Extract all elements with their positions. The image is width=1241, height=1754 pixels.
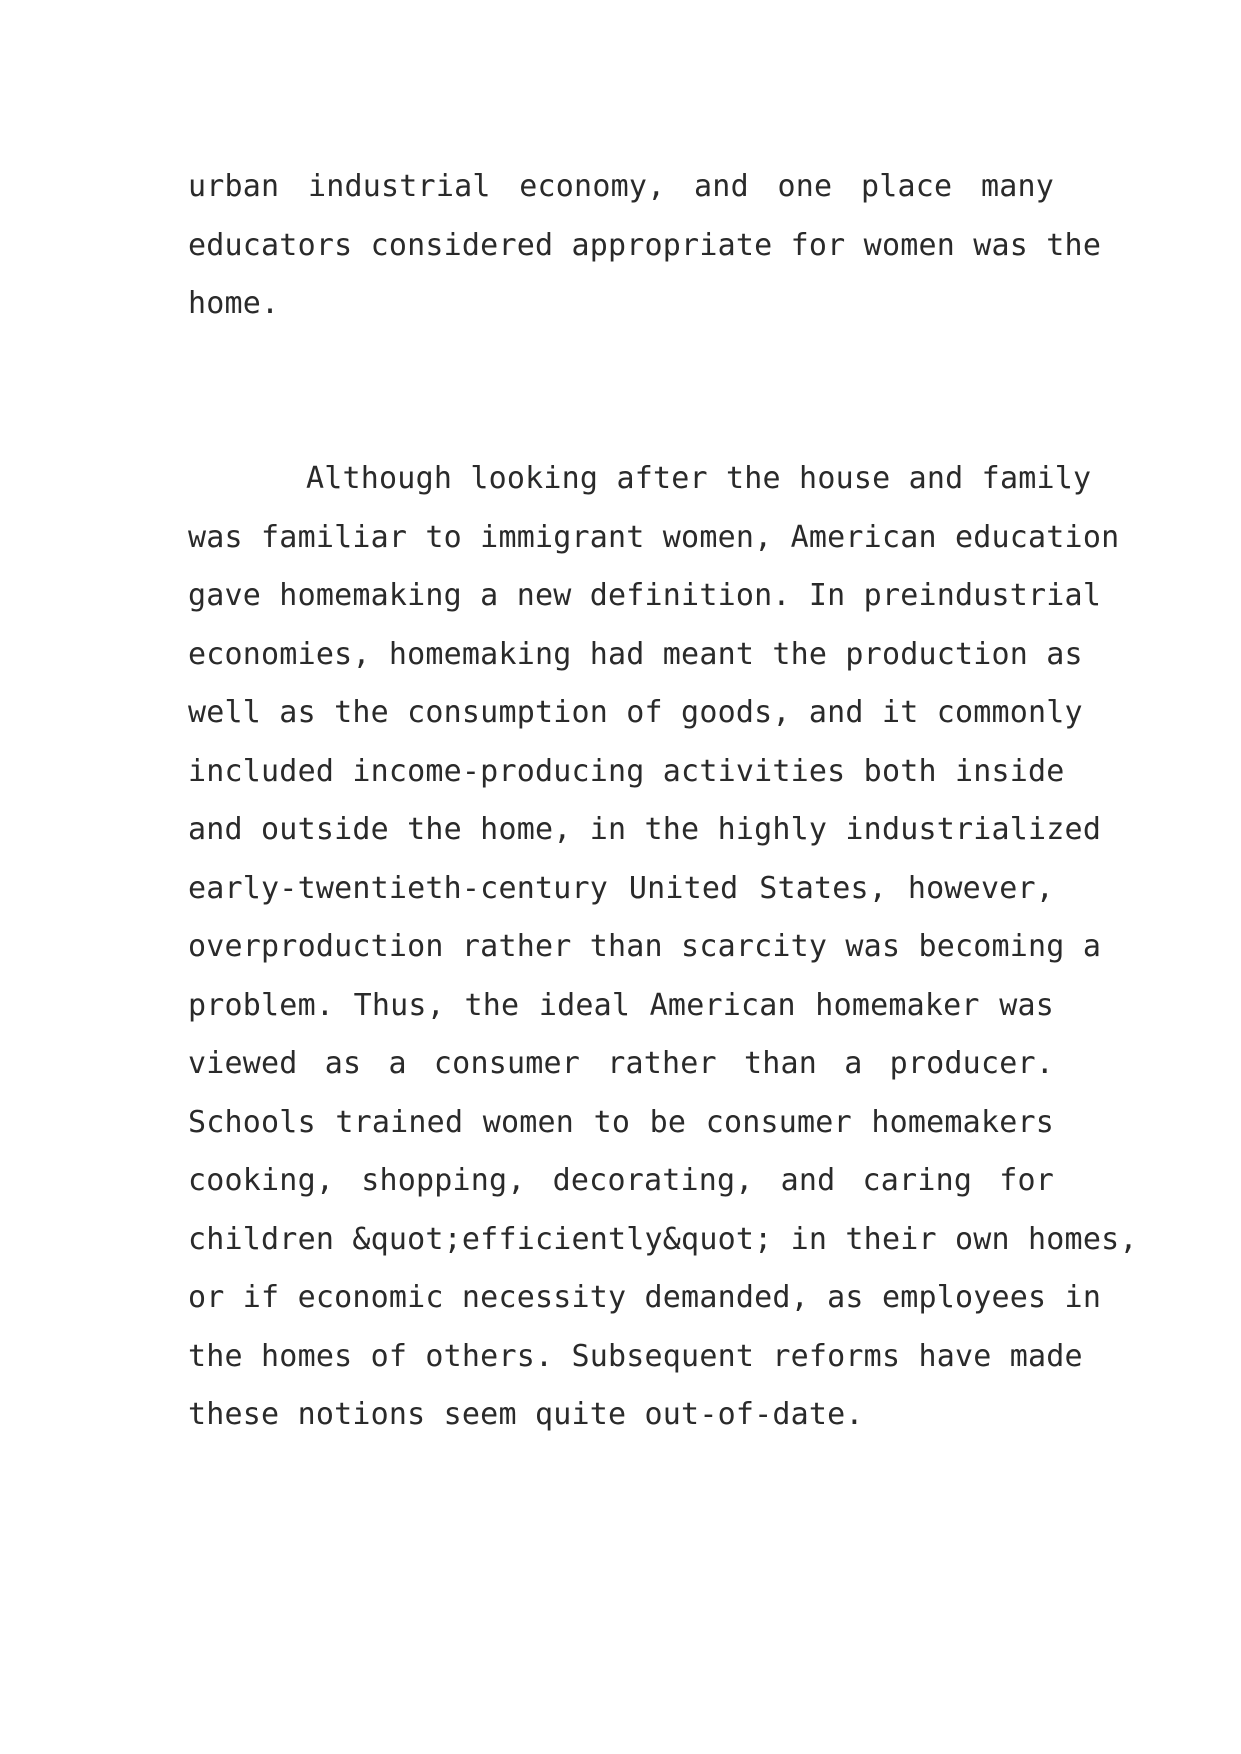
paragraph-line: children &quot;efficiently&quot; in their own homes, — [188, 1221, 1138, 1257]
paragraph-line: early-twentieth-century United States, however, — [188, 870, 1054, 906]
paragraph-line: included income-producing activities both inside — [188, 753, 1065, 789]
paragraph-line: Schools trained women to be consumer homemakers — [188, 1104, 1054, 1140]
paragraph-line: economies, homemaking had meant the production as — [188, 636, 1083, 672]
paragraph-line: viewed as a consumer rather than a producer. — [188, 1046, 1054, 1081]
paragraph-line: problem. Thus, the ideal American homemaker was — [188, 987, 1054, 1023]
paragraph-line: overproduction rather than scarcity was becoming a — [188, 929, 1102, 964]
paragraph-line: these notions seem quite out-of-date. — [188, 1397, 864, 1432]
paragraph-2 — [188, 450, 1138, 1445]
paragraph-line: gave homemaking a new definition. In preindustrial — [188, 578, 1102, 613]
paragraph-line: educators considered appropriate for women was the — [188, 227, 1102, 263]
paragraph-line: urban industrial economy, and one place many — [188, 169, 1054, 204]
paragraph-1 — [188, 158, 1102, 334]
paragraph-line: and outside the home, in the highly industrialized — [188, 812, 1102, 847]
paragraph-line: Although looking after the house and family — [306, 461, 1092, 496]
paragraph-line: was familiar to immigrant women, American education — [188, 519, 1120, 555]
paragraph-line: the homes of others. Subsequent reforms have made — [188, 1338, 1083, 1374]
paragraph-line: well as the consumption of goods, and it commonly — [188, 695, 1083, 730]
paragraph-line: home. — [188, 286, 280, 321]
paragraph-line: cooking, shopping, decorating, and caring for — [188, 1163, 1054, 1198]
paragraph-line: or if economic necessity demanded, as employees in — [188, 1280, 1102, 1315]
